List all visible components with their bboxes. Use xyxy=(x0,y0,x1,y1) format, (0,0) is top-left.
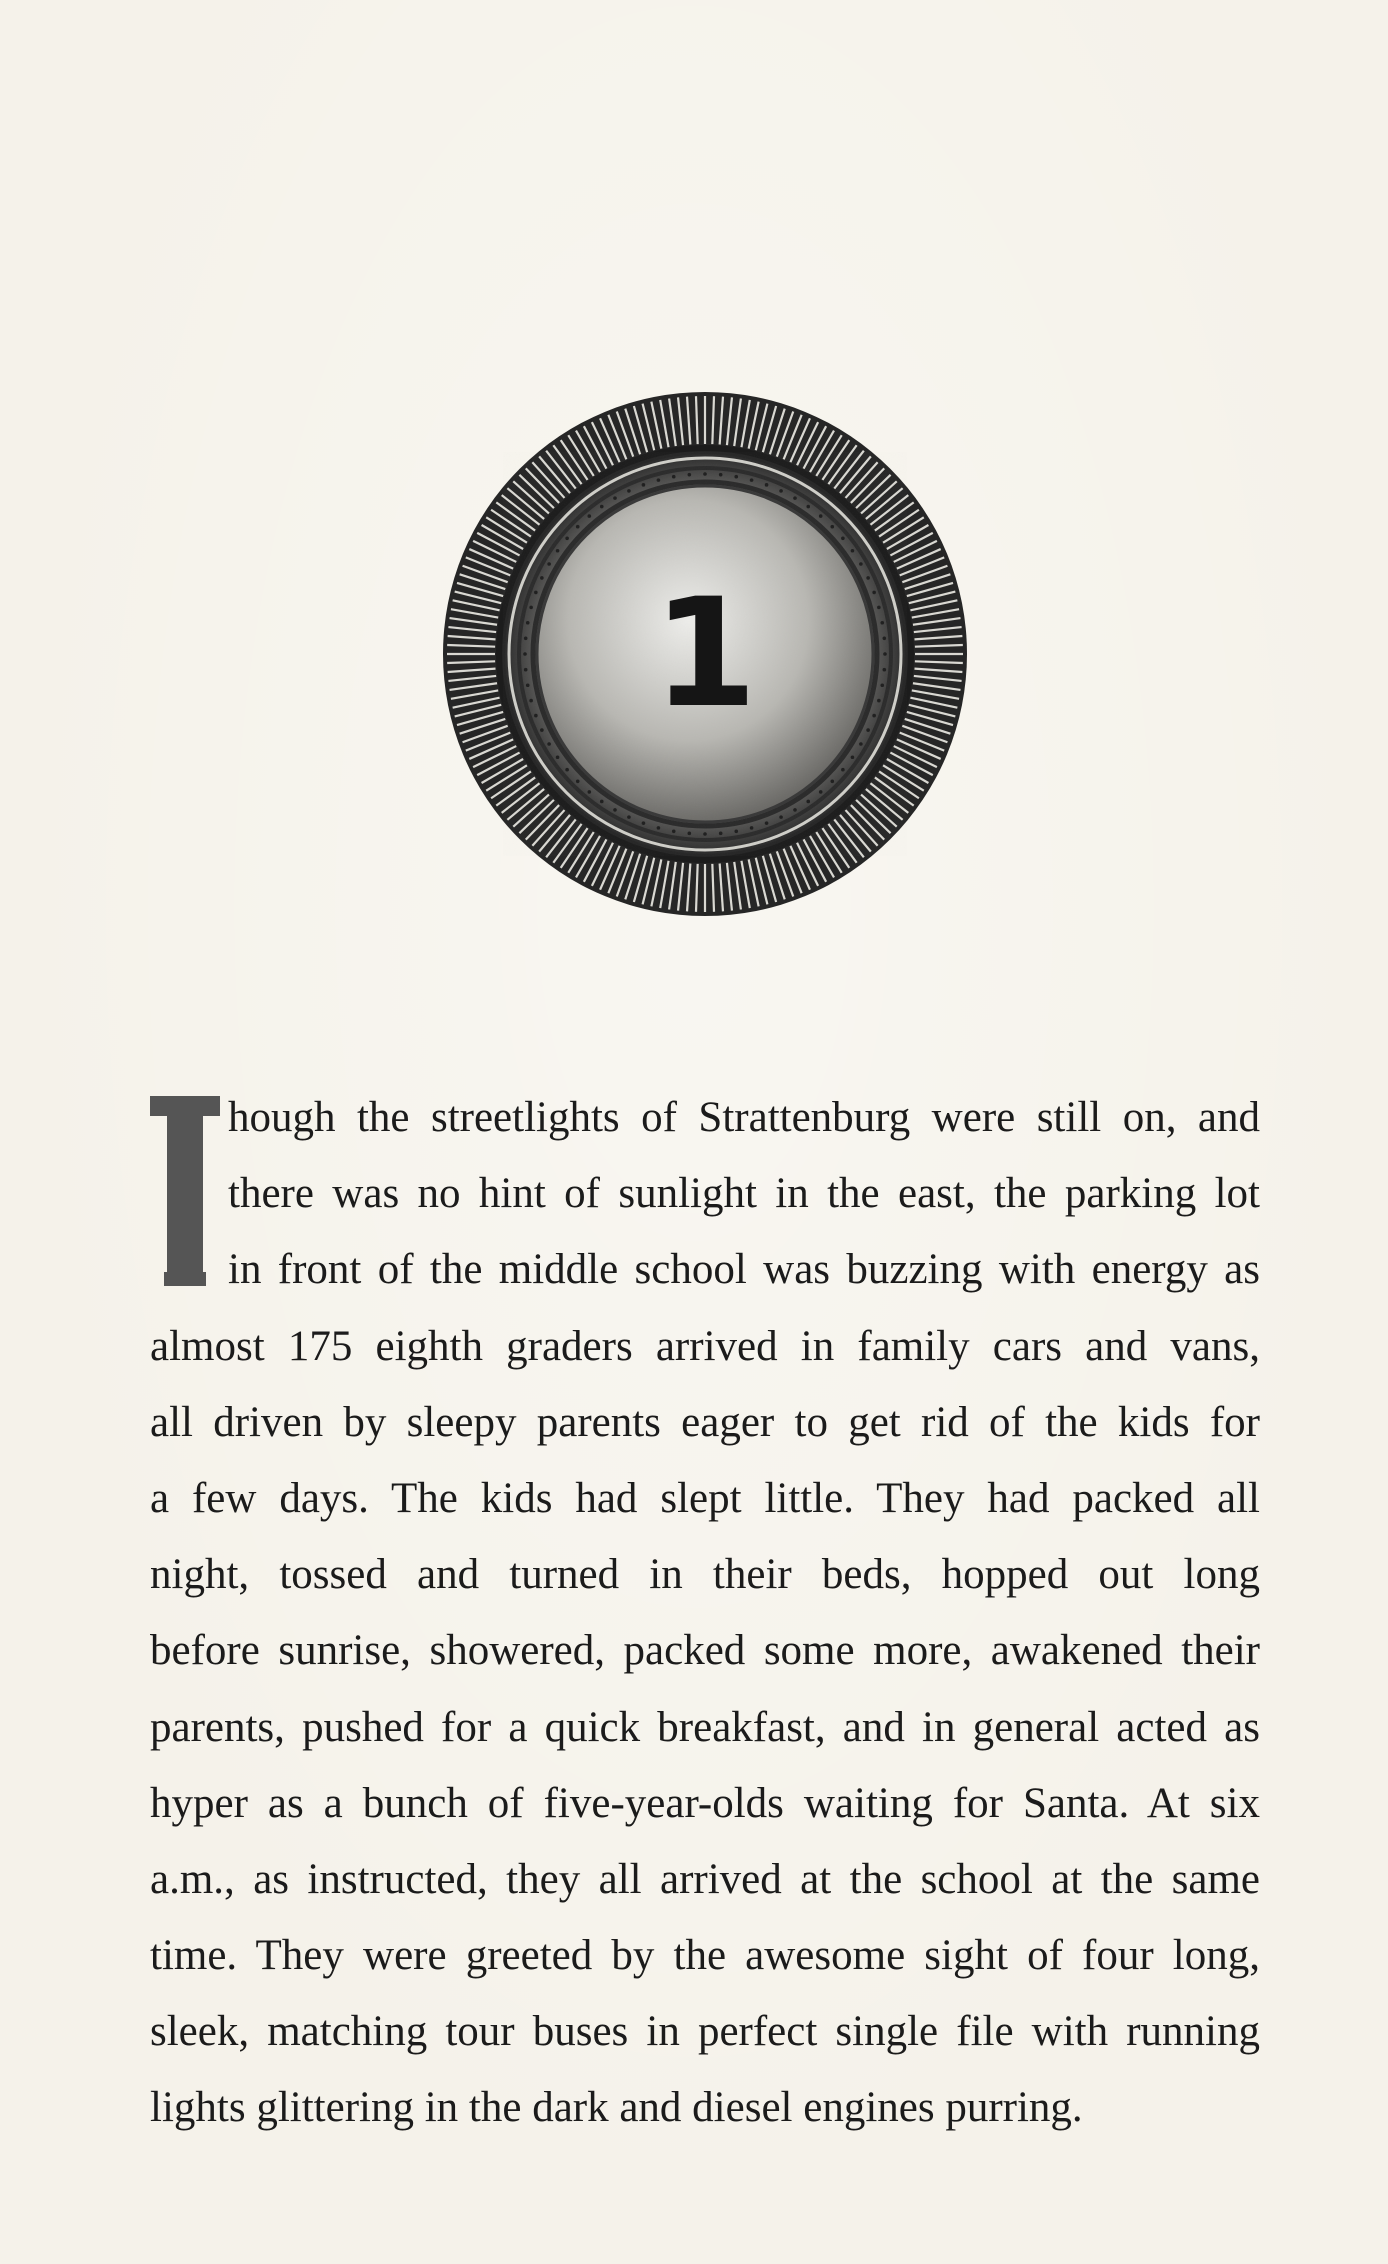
chapter-emblem xyxy=(441,390,969,918)
paragraph-line: time. They were greeted by the awesome sight of four long, xyxy=(150,1932,1260,1980)
paragraph-line: lights glittering in the dark and diesel engines purring. xyxy=(150,2084,1083,2132)
paragraph-line: a few days. The kids had slept little. They had packed all xyxy=(150,1474,1260,1522)
paragraph-line: parents, pushed for a quick breakfast, and in general acted as xyxy=(150,1703,1260,1751)
paragraph-line: there was no hint of sunlight in the east, the parking lot xyxy=(228,1170,1260,1218)
paragraph-line: in front of the middle school was buzzing with energy as xyxy=(228,1246,1260,1294)
paragraph-line: hyper as a bunch of five-year-olds waiting for Santa. At six xyxy=(150,1779,1260,1827)
paragraph-line: night, tossed and turned in their beds, hopped out long xyxy=(150,1551,1260,1599)
paragraph-line: before sunrise, showered, packed some more, awakened their xyxy=(150,1627,1260,1675)
paragraph-line: a.m., as instructed, they all arrived at the school at the same xyxy=(150,1855,1260,1903)
paragraph-line: almost 175 eighth graders arrived in family cars and vans, xyxy=(150,1322,1260,1370)
paragraph-line: sleek, matching tour buses in perfect single file with running xyxy=(150,2008,1260,2056)
paragraph-line: hough the streetlights of Strattenburg were still on, and xyxy=(228,1094,1260,1141)
chapter-number: 1 xyxy=(652,567,758,741)
chapter-opening-paragraph xyxy=(150,1080,1260,2147)
paragraph-line: all driven by sleepy parents eager to get rid of the kids for xyxy=(150,1398,1260,1446)
